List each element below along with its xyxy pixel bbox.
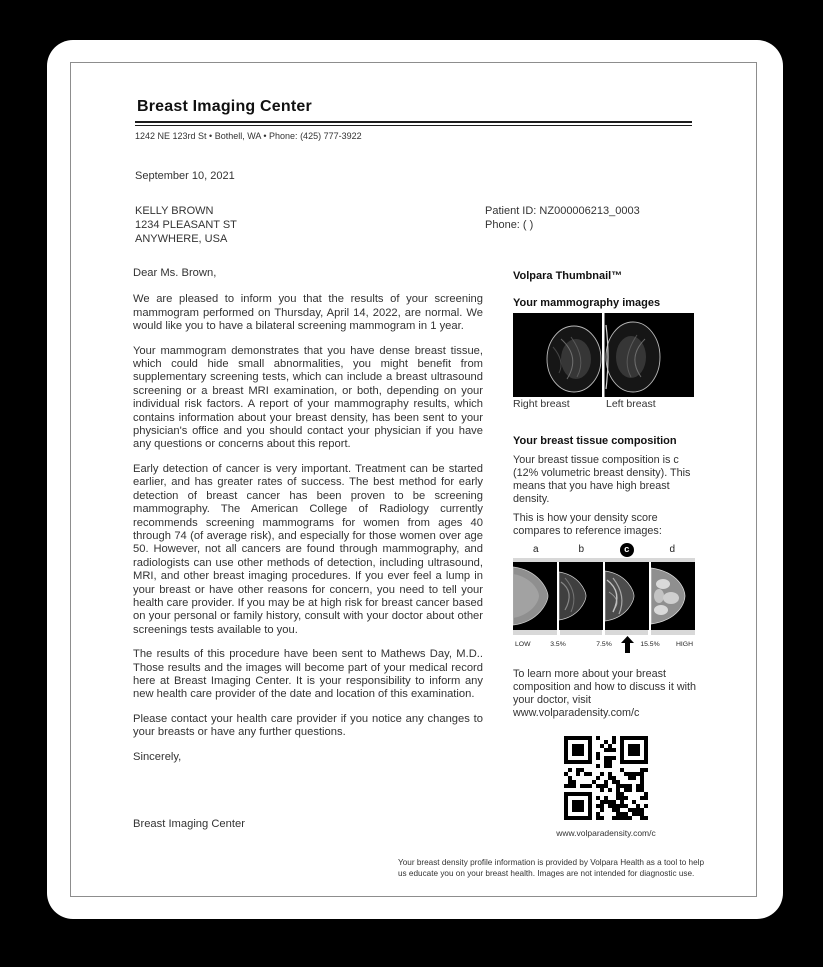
density-reference-image-d — [651, 562, 695, 630]
density-threshold-3: 15.5% — [640, 641, 660, 648]
letter-body — [133, 267, 483, 775]
salutation: Dear Ms. Brown, — [133, 267, 217, 279]
footer-disclaimer-line: Your breast density profile information is provided by Volpara Health as a tool to help — [398, 858, 704, 867]
letter-page — [47, 40, 783, 919]
patient-info — [485, 204, 640, 232]
right-breast-image — [547, 326, 601, 392]
density-scale-labels — [513, 635, 695, 655]
letter-paragraph: We are pleased to inform you that the results of your screening mammogram performed on Thursday, April 14, 2022, are normal. We would like you to have a bilateral screening mammogram in 1 year. — [133, 293, 483, 333]
density-threshold-1: 3.5% — [550, 641, 566, 648]
recipient-city: ANYWHERE, USA — [135, 233, 228, 245]
volpara-sidebar — [513, 270, 699, 840]
reference-intro-text: This is how your density score compares to reference images: — [513, 512, 662, 537]
learn-more-text: To learn more about your breast composition and how to discuss it with your doctor, visit www.volparadensity.com/c — [513, 668, 697, 719]
density-grade-b: b — [578, 544, 585, 555]
density-scale-high-label: HIGH — [676, 641, 693, 648]
density-grade-a: a — [532, 544, 539, 555]
density-threshold-2: 7.5% — [596, 641, 612, 648]
left-breast-label: Left breast — [606, 398, 656, 410]
density-reference-image-a — [513, 562, 557, 630]
right-breast-label: Right breast — [513, 398, 570, 410]
footer-disclaimer-line: us educate you on your breast health. Images are not intended for diagnostic use. — [398, 869, 695, 878]
density-reference-image-c — [605, 562, 649, 630]
tissue-composition-text: Your breast tissue composition is c (12% volumetric breast density). This means that you have high breast density. — [513, 454, 691, 505]
density-reference-images — [513, 562, 695, 630]
recipient-street: 1234 PLEASANT ST — [135, 219, 237, 231]
qr-caption: www.volparadensity.com/c — [556, 828, 656, 838]
letter-date: September 10, 2021 — [135, 170, 235, 182]
tissue-composition-heading: Your breast tissue composition — [513, 435, 677, 447]
letter-paragraph: Please contact your health care provider if you notice any changes to your breasts or have any further questions. — [133, 712, 483, 739]
page-title: Breast Imaging Center — [137, 98, 312, 115]
density-grade-d: d — [669, 544, 676, 555]
patient-phone: Phone: ( ) — [485, 219, 534, 231]
letter-paragraph: The results of this procedure have been sent to Mathews Day, M.D.. Those results and the images will become part of your medical record here at Breast Imaging Center. It is your responsibility to inform any new health care provider of the date and location of this examination. — [133, 648, 483, 701]
signature: Breast Imaging Center — [133, 818, 245, 830]
closing: Sincerely, — [133, 750, 182, 763]
qr-code — [564, 811, 648, 823]
mammography-images — [513, 313, 694, 397]
left-breast-image — [606, 322, 660, 392]
recipient-name: KELLY BROWN — [135, 205, 214, 217]
title-rule — [135, 121, 692, 126]
density-reference-image-b — [559, 562, 603, 630]
clinic-address: 1242 NE 123rd St • Bothell, WA • Phone: (425) 777-3922 — [135, 131, 362, 141]
patient-id: Patient ID: NZ000006213_0003 — [485, 205, 640, 217]
letter-paragraph: Your mammogram demonstrates that you have dense breast tissue, which could hide small abnormalities, you might benefit from supplementary screening tests, which can include a breast ultrasound screening or a breast MRI examination, or both, depending on your individual risk factors. A report of your mammography results, which contains information about your breast density, has been sent to your physician's office and you should contact your physician if you have any questions or concerns about this report. — [133, 344, 483, 451]
density-grade-labels — [513, 542, 695, 557]
density-arrow-icon — [621, 636, 634, 653]
volpara-thumbnail-title: Volpara Thumbnail™ — [513, 270, 623, 282]
footer-disclaimer — [398, 857, 728, 879]
density-scale-low-label: LOW — [515, 641, 531, 648]
letter-paragraph: Early detection of cancer is very important. Treatment can be started earlier, and has greater rates of success. The best method for early detection of breast cancer has been proven to be screening mammography. The American College of Radiology currently recommends screening mammograms for women from ages 40 through 74 (of average risk), and especially for those women over age 50. However, not all cancers are found through mammography, and radiologists can use other methods of detection, including ultrasound, MRI, and other breast imaging procedures. If you ever feel a lump in your breast or have other reasons for concern, you need to tell your health care provider. If you may be at high risk for breast cancer based on your personal or family history, consult with your doctor about other screenings tests available to you. — [133, 462, 483, 636]
density-grade-c-selected: c — [620, 543, 634, 557]
mammography-images-heading: Your mammography images — [513, 297, 661, 309]
recipient-address — [135, 204, 237, 246]
